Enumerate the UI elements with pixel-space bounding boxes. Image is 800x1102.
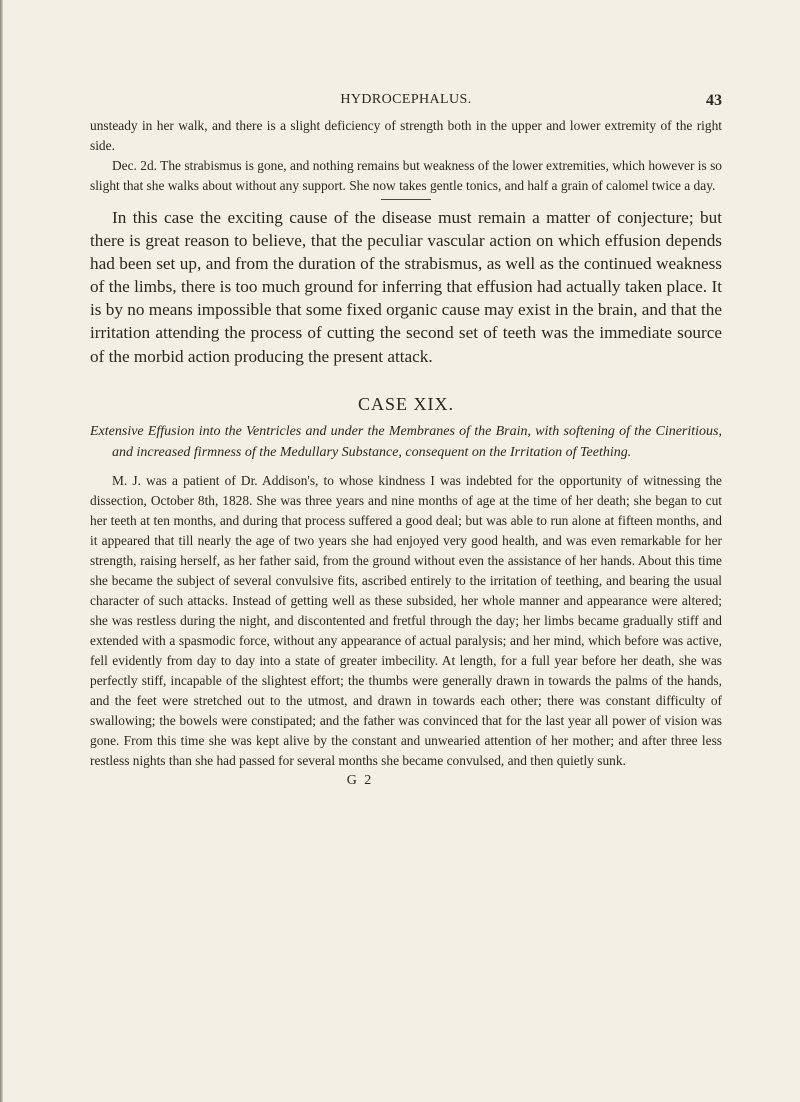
case-title: CASE XIX. (357, 393, 454, 414)
page-edge (0, 0, 3, 1102)
case-subtitle: Extensive Effusion into the Ventricles and under the Membranes of the Brain, with softening of the Cineritious, and increased firmness of the Medullary Substance, consequent on the Irritation of Teething. (90, 423, 722, 460)
page-header (90, 92, 722, 116)
case-body: M. J. was a patient of Dr. Addison's, to whose kindness I was indebted for the opportunity of witnessing the dissection, October 8th, 1828. She was three years and nine months of age at the time of her death; she began to cut her teeth at ten months, and during that process suffered a good deal; but was able to run alone at fifteen months, and it appeared that till nearly the age of two years she had enjoyed very good health, and was even remarkable for her strength, raising herself, as her father said, from the ground without even the assistance of her hands. About this time she became the subject of several convulsive fits, ascribed entirely to the irritation of teething, and bearing the usual character of such attacks. Instead of getting well as these subsided, her whole manner and appearance were altered; she was restless during the night, and discontented and fretful through the day; her limbs became gradually stiff and extended with a spasmodic force, without any appearance of actual paralysis; and her mind, which before was active, fell evidently from day to day into a state of greater imbecility. At length, for a full year before her death, she was perfectly stiff, incapable of the slightest effort; the thumbs were generally drawn in towards the palms of the hands, and the feet were stretched out to the utmost, and drawn in towards each other; there was constant difficulty of swallowing; the bowels were constipated; and the father was convinced that for the last year all power of vision was gone. From this time she was kept alive by the constant and unwearied attention of her mother; and after three less restless nights than she had passed for several months she became convulsed, and then quietly sunk. (90, 472, 722, 768)
section-rule (381, 199, 431, 200)
paragraph-continuation: unsteady in her walk, and there is a slight deficiency of strength both in the upper and lower extremity of the right side. (90, 118, 722, 153)
signature-mark: G 2 (346, 772, 374, 788)
book-page (90, 92, 722, 788)
running-head: HYDROCEPHALUS. (340, 92, 472, 107)
paragraph-dec-2d: Dec. 2d. The strabismus is gone, and nothing remains but weakness of the lower extremities, which however is so slight that she walks about without any support. She now takes gentle tonics, and half a grain of calomel twice a day. (90, 158, 722, 193)
paragraph-commentary: In this case the exciting cause of the disease must remain a matter of conjecture; but there is great reason to believe, that the peculiar vascular action on which effusion depends had been set up, and from the duration of the strabismus, as well as the continued weakness of the limbs, there is too much ground for inferring that effusion had actually taken place. It is by no means impossible that some fixed organic cause may exist in the brain, and that the irritation attending the process of cutting the second set of teeth was the immediate source of the morbid action producing the present attack. (90, 208, 722, 366)
page-number: 43 (706, 92, 722, 109)
